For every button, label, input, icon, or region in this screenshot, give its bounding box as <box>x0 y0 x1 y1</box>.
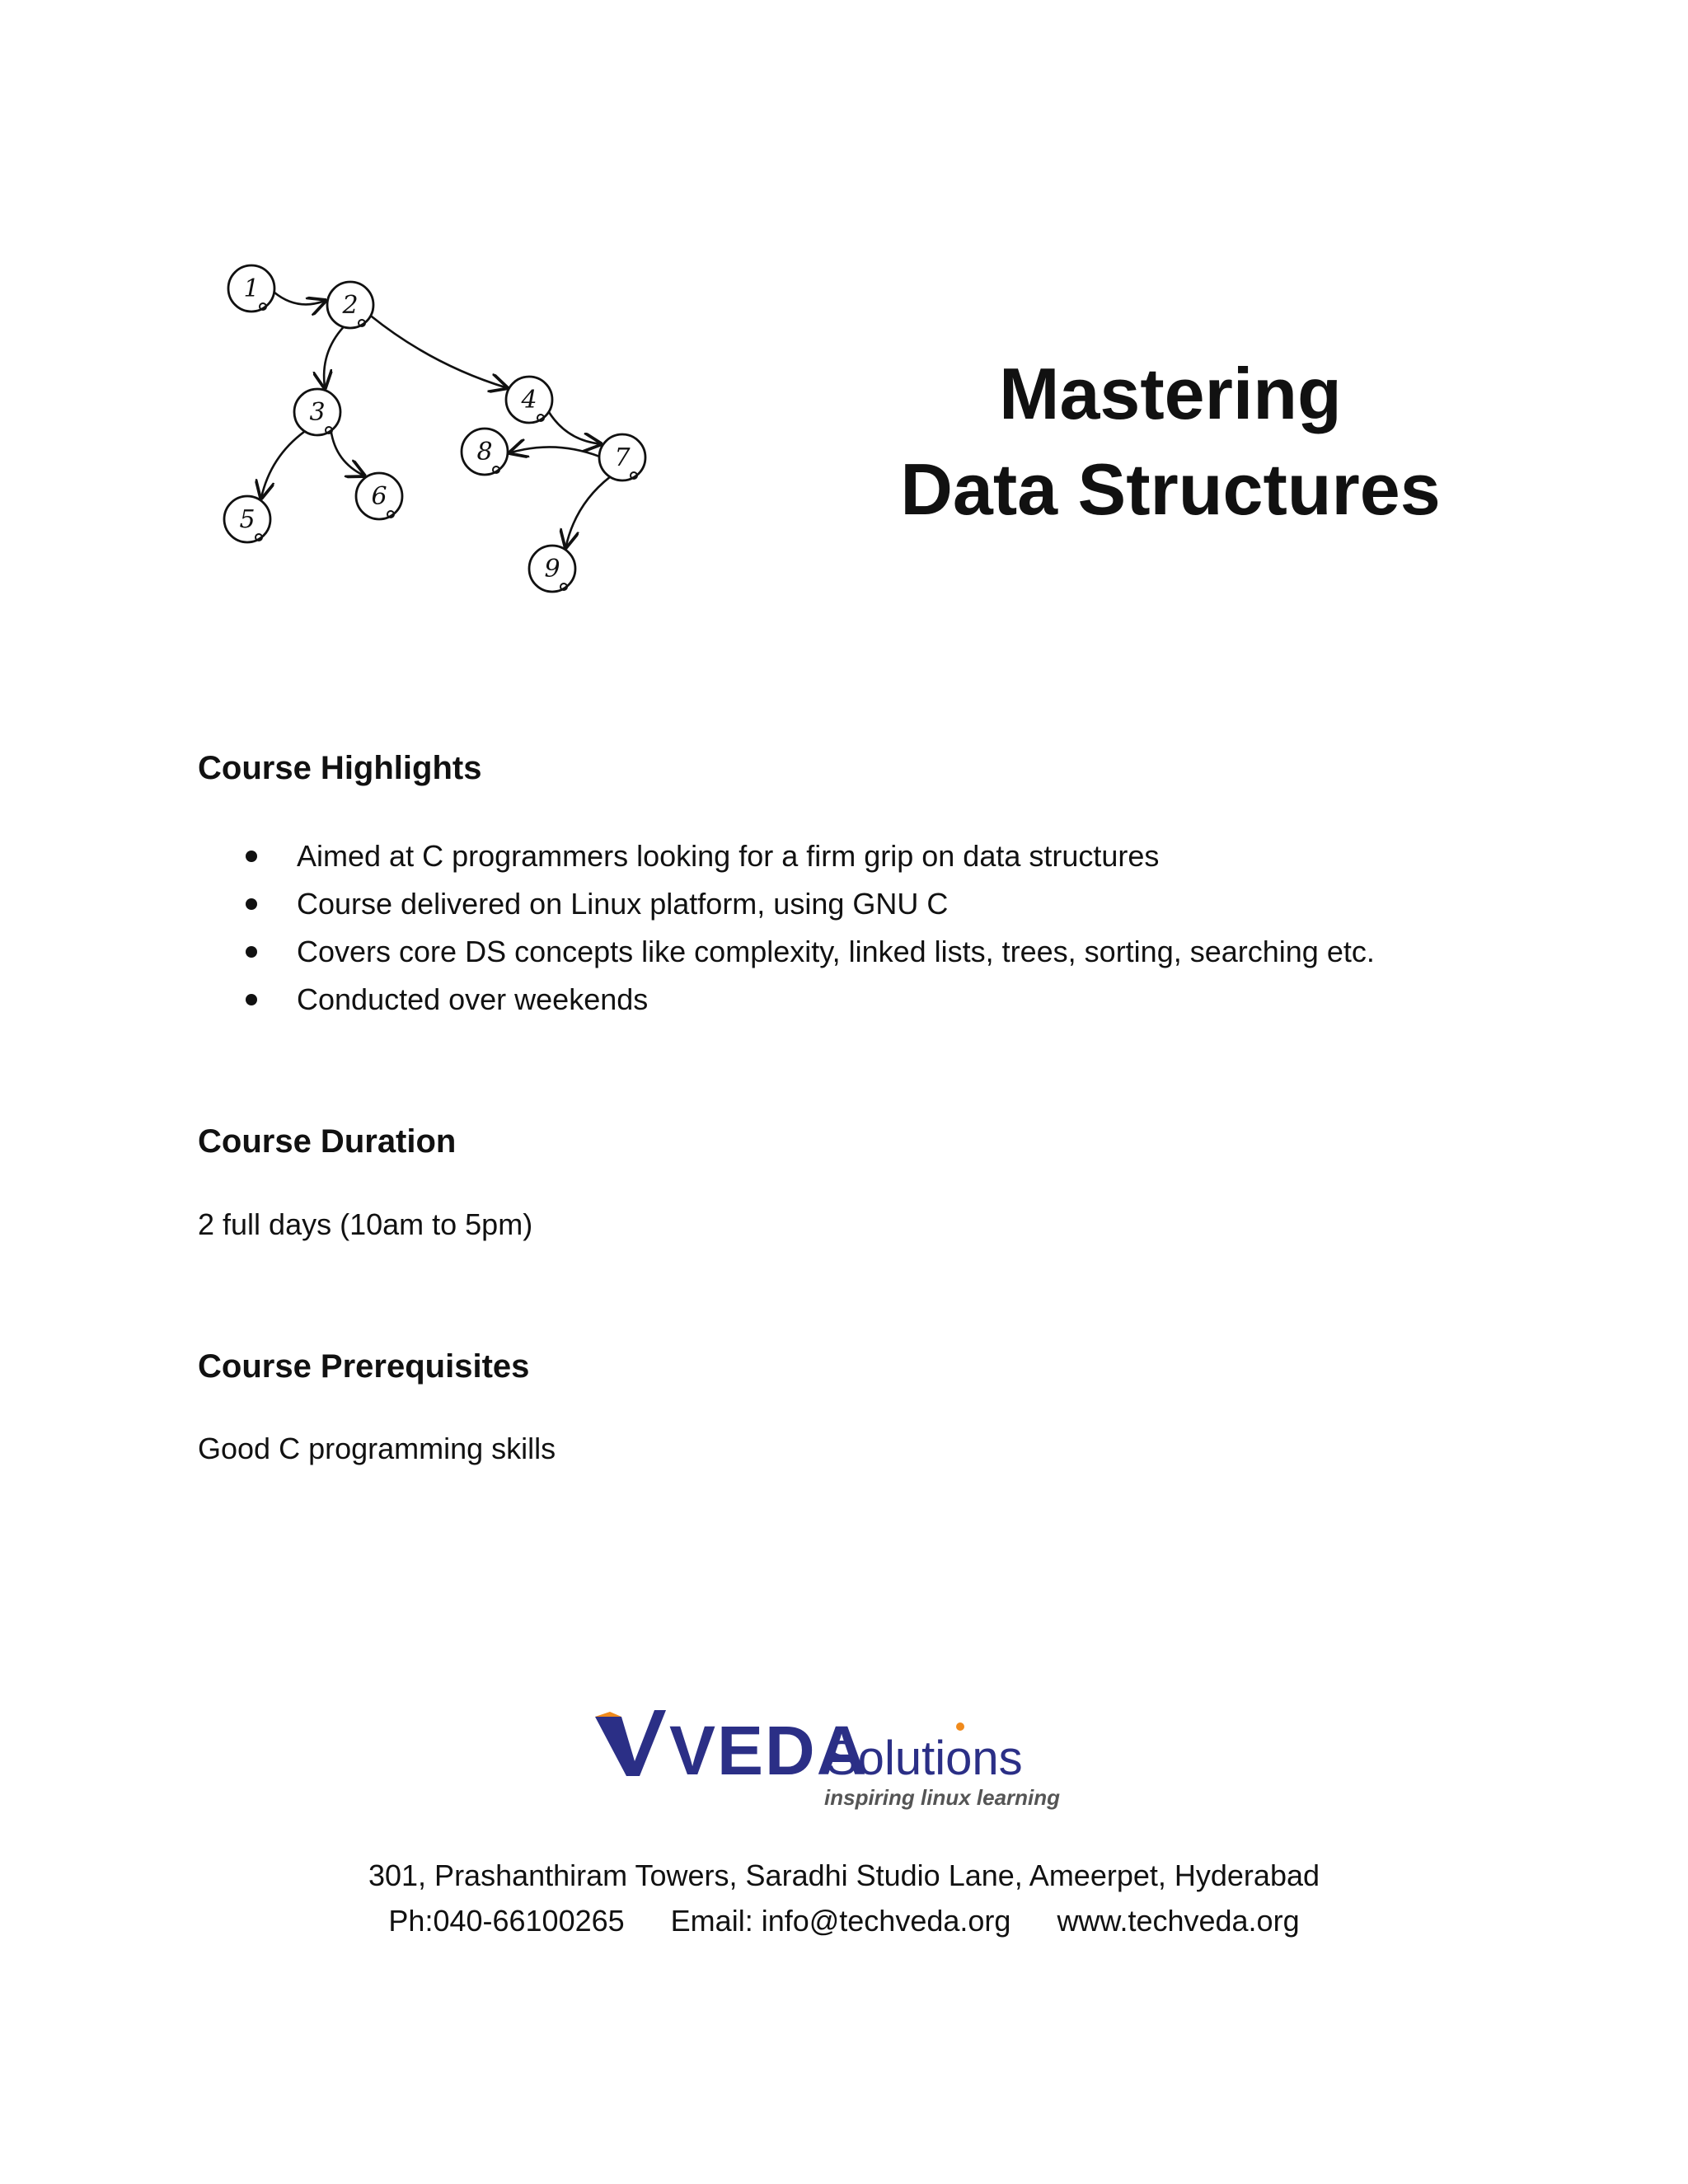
edge-3-6 <box>331 431 364 476</box>
node-5 <box>224 496 270 542</box>
footer-email[interactable]: Email: info@techveda.org <box>670 1904 1011 1938</box>
footer-contact <box>0 1904 1688 1938</box>
edge-7-9 <box>566 477 611 547</box>
bullet-icon <box>246 994 257 1005</box>
edge-2-4 <box>371 316 507 387</box>
logo-v-accent <box>595 1712 621 1717</box>
node-7 <box>599 434 645 480</box>
node-label: 1 <box>243 274 260 303</box>
title-line-1: Mastering <box>999 353 1342 434</box>
node-label: 4 <box>521 386 537 415</box>
logo-brand-primary: VEDA <box>669 1712 869 1789</box>
graph-nodes <box>224 265 645 592</box>
duration-heading: Course Duration <box>198 1123 457 1160</box>
prerequisites-text: Good C programming skills <box>198 1432 556 1465</box>
highlight-item <box>198 976 1375 1024</box>
node-label: 6 <box>371 482 387 511</box>
highlight-item <box>198 832 1375 880</box>
node-6 <box>356 473 402 519</box>
node-2 <box>327 282 373 328</box>
node-9 <box>529 546 575 592</box>
edge-4-7 <box>549 412 601 444</box>
prerequisites-heading: Course Prerequisites <box>198 1348 530 1385</box>
node-1 <box>228 265 274 312</box>
node-label: 2 <box>342 291 359 320</box>
bullet-icon <box>246 898 257 910</box>
title-line-2: Data Structures <box>900 448 1441 530</box>
node-label: 3 <box>309 398 326 427</box>
node-4 <box>506 377 552 423</box>
duration-text: 2 full days (10am to 5pm) <box>198 1207 533 1241</box>
node-label: 8 <box>476 438 493 466</box>
node-label: 9 <box>544 555 560 583</box>
logo-tagline: inspiring linux learning <box>824 1785 1061 1810</box>
logo-dot-accent <box>956 1722 964 1731</box>
edge-7-8 <box>510 447 599 456</box>
logo-v-mark <box>595 1710 666 1776</box>
graph-diagram <box>214 239 676 602</box>
node-3 <box>294 389 340 435</box>
footer-website[interactable]: www.techveda.org <box>1057 1904 1300 1938</box>
highlight-item <box>198 880 1375 928</box>
highlights-heading: Course Highlights <box>198 750 482 786</box>
highlight-item <box>198 928 1375 976</box>
highlights-list <box>198 832 1375 1024</box>
node-8 <box>462 429 508 475</box>
page-title <box>874 346 1467 537</box>
highlight-text: Course delivered on Linux platform, using GNU C <box>297 887 949 921</box>
footer-phone: Ph:040-66100265 <box>388 1904 625 1938</box>
highlight-text: Aimed at C programmers looking for a firm grip on data structures <box>297 839 1160 873</box>
highlight-text: Conducted over weekends <box>297 982 649 1016</box>
edge-2-3 <box>324 327 344 388</box>
veda-solutions-logo <box>593 1694 1071 1817</box>
node-label: 7 <box>614 443 631 472</box>
node-label: 5 <box>239 505 256 534</box>
highlight-text: Covers core DS concepts like complexity, linked lists, trees, sorting, searching etc. <box>297 935 1375 968</box>
bullet-icon <box>246 946 257 958</box>
edge-3-5 <box>261 431 305 498</box>
bullet-icon <box>246 851 257 862</box>
footer-address: 301, Prashanthiram Towers, Saradhi Studio Lane, Ameerpet, Hyderabad <box>368 1858 1320 1892</box>
logo-brand-secondary: Solutions <box>826 1732 1023 1785</box>
edge-1-2 <box>274 293 326 305</box>
